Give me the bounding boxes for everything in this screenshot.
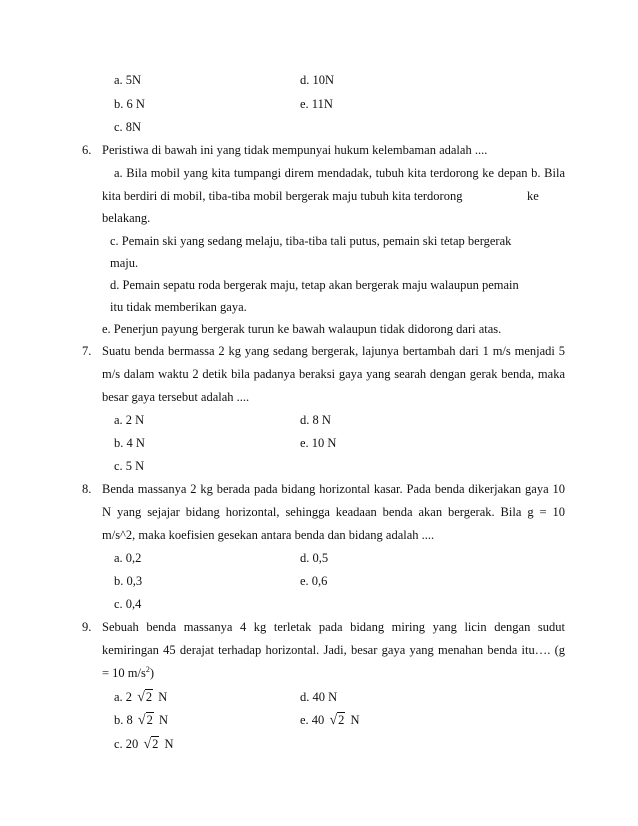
- sqrt-symbol: [143, 736, 159, 753]
- q9-option-e-label: e. 40: [300, 713, 325, 727]
- q9-option-a: [114, 689, 167, 706]
- q9-line2: kemiringan 45 derajat terhadap horizontal. Jadi, besar gaya yang menahan benda itu…. (g: [102, 643, 565, 657]
- q7-option-b: b. 4 N: [114, 436, 145, 450]
- q5-option-c: c. 8N: [114, 120, 142, 134]
- q6-option-a-line2: kita berdiri di mobil, tiba-tiba mobil bergerak maju tubuh kita terdorong: [102, 189, 463, 203]
- q9-option-b: [114, 712, 168, 729]
- q6-option-a-line3: belakang.: [102, 211, 151, 225]
- q8-line3: m/s^2, maka koefisien gesekan antara benda dan bidang adalah ....: [102, 528, 435, 542]
- q9-line3: [102, 665, 154, 681]
- sqrt-symbol: [329, 712, 345, 729]
- q9-option-c-unit: N: [164, 737, 174, 751]
- q6-option-d-line1: d. Pemain sepatu roda bergerak maju, tetap akan bergerak maju walaupun pemain: [110, 278, 519, 292]
- q8-line1: Benda massanya 2 kg berada pada bidang horizontal kasar. Pada benda dikerjakan gaya 10: [102, 482, 565, 496]
- q7-line1: Suatu benda bermassa 2 kg yang sedang bergerak, lajunya bertambah dari 1 m/s menjadi 5: [102, 344, 565, 358]
- q9-option-b-label: b. 8: [114, 713, 133, 727]
- q5-option-a: a. 5N: [114, 73, 142, 87]
- q7-option-c: c. 5 N: [114, 459, 145, 473]
- q9-line3-text: = 10 m/s: [102, 666, 146, 680]
- q9-line3-close: ): [149, 666, 155, 680]
- q6-option-c-line1: c. Pemain ski yang sedang melaju, tiba-tiba tali putus, pemain ski tetap bergerak: [110, 234, 512, 248]
- q7-line2: m/s dalam waktu 2 detik bila padanya beraksi gaya yang searah dengan gerak benda, maka: [102, 367, 565, 381]
- radicand: 2: [152, 737, 159, 751]
- radicand: 2: [338, 713, 345, 727]
- q6-option-a-line1: a. Bila mobil yang kita tumpangi direm mendadak, tubuh kita terdorong ke depan b. Bila: [114, 166, 565, 180]
- q8-option-d: d. 0,5: [300, 551, 329, 565]
- q5-option-b: b. 6 N: [114, 97, 145, 111]
- radical-sign: √: [137, 690, 145, 705]
- q9-option-a-label: a. 2: [114, 690, 133, 704]
- sqrt-symbol: [137, 689, 153, 706]
- q6-option-c-line2: maju.: [110, 256, 139, 270]
- q7-option-a: a. 2 N: [114, 413, 145, 427]
- q9-option-e: [300, 712, 360, 729]
- q7-line3: besar gaya tersebut adalah ....: [102, 390, 250, 404]
- q6-option-e: e. Penerjun payung bergerak turun ke bawah walaupun tidak didorong dari atas.: [102, 322, 502, 336]
- q9-line3-exponent: 2: [145, 664, 150, 674]
- q5-option-e: e. 11N: [300, 97, 333, 111]
- q8-option-c: c. 0,4: [114, 597, 142, 611]
- radicand: 2: [145, 690, 153, 704]
- q8-option-a: a. 0,2: [114, 551, 142, 565]
- radical-sign: √: [329, 713, 338, 728]
- radical-sign: √: [137, 713, 146, 728]
- q6-number: 6.: [82, 143, 92, 157]
- sqrt-symbol: [138, 712, 154, 729]
- q7-option-e: e. 10 N: [300, 436, 337, 450]
- q9-option-d: d. 40 N: [300, 690, 338, 704]
- q6-option-d-line2: itu tidak memberikan gaya.: [110, 300, 247, 314]
- q9-line1: Sebuah benda massanya 4 kg terletak pada bidang miring yang licin dengan sudut: [102, 620, 565, 634]
- q5-option-d: d. 10N: [300, 73, 335, 87]
- q6-option-a-line2-end: ke: [527, 189, 539, 203]
- q7-number: 7.: [82, 344, 92, 358]
- q9-option-b-unit: N: [158, 713, 168, 727]
- q9-option-a-unit: N: [158, 690, 168, 704]
- q8-number: 8.: [82, 482, 92, 496]
- q9-number: 9.: [82, 620, 92, 634]
- q9-option-c-label: c. 20: [114, 737, 139, 751]
- q8-line2: N yang sejajar bidang horizontal, sehingga keadaan benda akan bergerak. Bila g = 10: [102, 505, 565, 519]
- radical-sign: √: [143, 737, 152, 752]
- q7-option-d: d. 8 N: [300, 413, 331, 427]
- q8-option-e: e. 0,6: [300, 574, 328, 588]
- q9-option-e-unit: N: [350, 713, 360, 727]
- radicand: 2: [146, 713, 153, 727]
- q6-stem: Peristiwa di bawah ini yang tidak mempunyai hukum kelembaman adalah ....: [102, 143, 488, 157]
- q9-option-c: [114, 736, 174, 753]
- q8-option-b: b. 0,3: [114, 574, 143, 588]
